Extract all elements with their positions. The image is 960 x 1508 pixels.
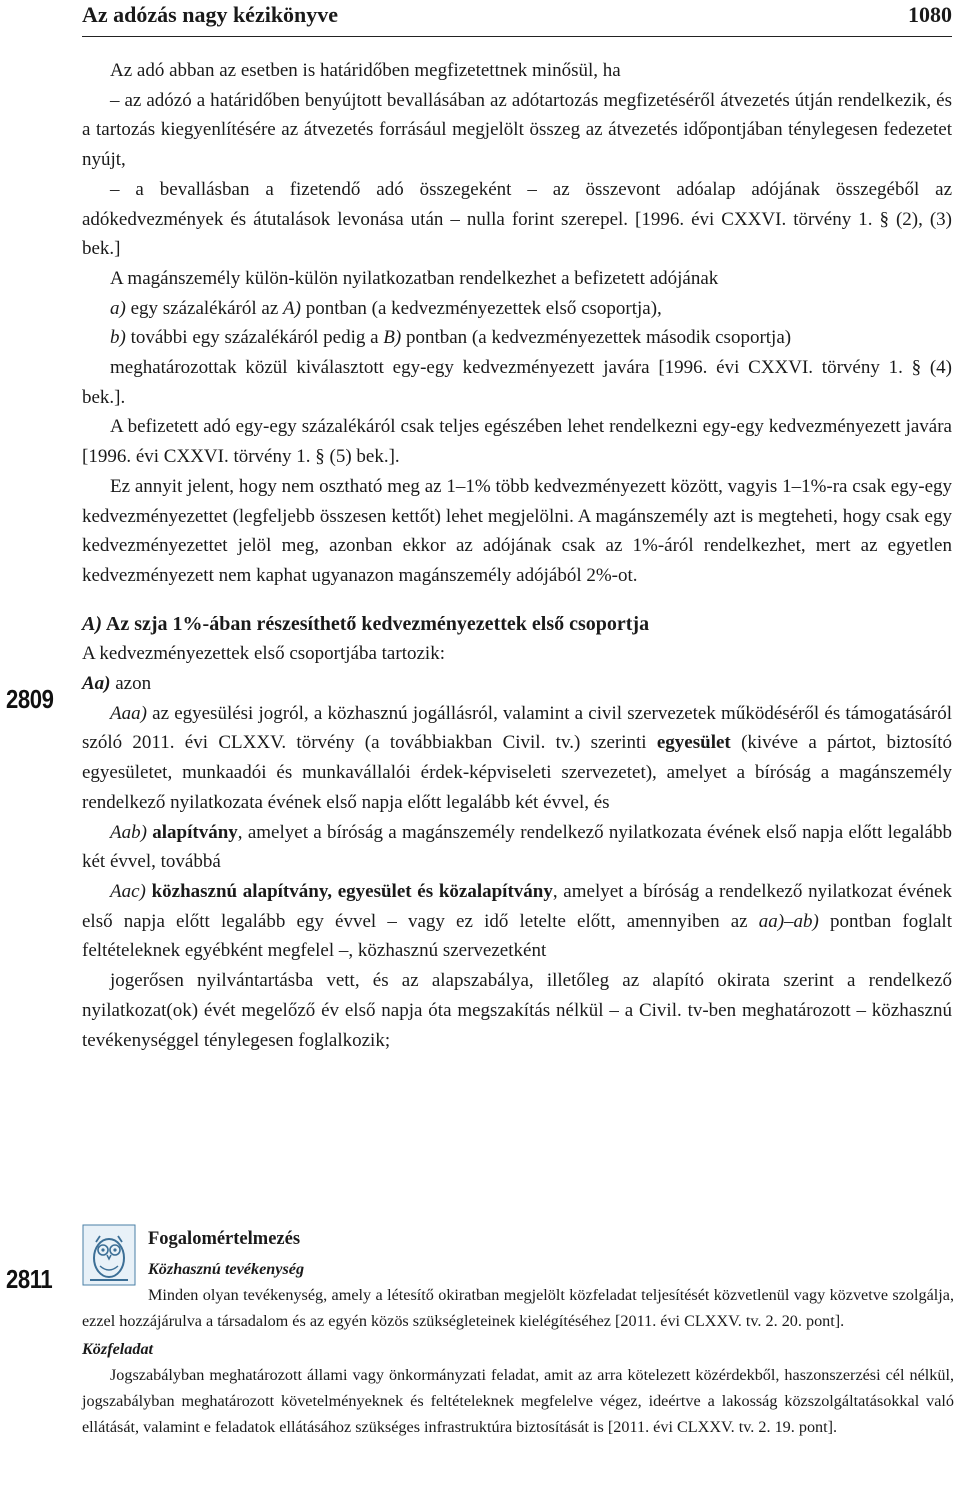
text: az egyesülési jogról, a közhasznú jogállásról, valamint a civil szervezetek működéséről és támogatásáról szóló 2011. évi CLXXV. törvény (a továbbiakban Civil. tv.) szerinti (82, 702, 952, 754)
paragraph: Ez annyit jelent, hogy nem osztható meg az 1–1% több kedvezményezett között, vagyis 1–1%-ra csak egy-egy kedvezményezettet (legfeljebb összesen kettőt) lehet megjelölni. A magánszemély azt is megteheti, hogy csak egy kedvezményezettet jelöl meg, azonban ekkor az adójának csak az 1%-áról rendelkezhet, mert az egyetlen kedvezményezett nem kaphat ugyanazon magánszemély adójából 2%-ot. (82, 475, 952, 586)
paragraph: jogerősen nyilvántartásba vett, és az alapszabálya, illetőleg az alapító okirata szerint a rendelkező nyilatkozat(ok) évét megelőző év első napja óta megszakítás nélkül – a Civil. tv-ben meghatározott – közhasznú tevékenységgel ténylegesen foglalkozik; (82, 970, 952, 1051)
definition-box (82, 1222, 954, 1440)
main-text (82, 56, 952, 1055)
text: pontban foglalt feltételeknek egyébként megfelel –, közhasznú szervezetként (82, 910, 952, 962)
section-heading (82, 604, 952, 640)
bold-term: egyesület (656, 732, 731, 754)
text: azon (110, 673, 152, 695)
paragraph: A magánszemély külön-külön nyilatkozatban rendelkezhet a befizetett adójának (110, 267, 719, 289)
text: egy százalékáról az (125, 297, 284, 319)
paragraph (82, 294, 952, 324)
definition-term: Közfeladat (82, 1340, 154, 1358)
text: , amelyet a bíróság a rendelkező nyilatkozat évének első napja előtt legalább egy évvel – vagy ez idő letelte előtt, amennyiben az (82, 880, 952, 932)
label: Aac) (110, 880, 146, 902)
book-title: Az adózás nagy kézikönyve (82, 2, 339, 27)
definition-term: Közhasznú tevékenység (148, 1260, 305, 1278)
paragraph: – a bevallásban a fizetendő adó összegeként – az összevont adóalap adójának összegéből az adókedvezmények és átutalások levonása után – nulla forint szerepel. [1996. évi CXXVI. törvény 1. § (2), (3) bek.] (82, 178, 952, 260)
paragraph: – az adózó a határidőben benyújtott bevallásában az adótartozás megfizetéséről átvezetés útján rendelkezik, és a tartozás kiegyenlítésére az átvezetés forrásául megjelölt összeg az átvezetés időpontjában ténylegesen fedezetet nyújt, (82, 89, 952, 171)
paragraph (82, 323, 952, 353)
paragraph (82, 699, 952, 818)
bold-term: alapítvány (146, 821, 238, 843)
paragraph: meghatározottak közül kiválasztott egy-egy kedvezményezett javára [1996. évi CXXVI. törvény 1. § (4) bek.]. (82, 357, 952, 408)
text: további egy százalékáról pedig a (125, 327, 384, 349)
section-heading-text: Az szja 1%-ában részesíthető kedvezményezettek első csoportja (102, 612, 650, 635)
text: pontban (a kedvezményezettek első csoportja), (300, 297, 662, 319)
paragraph (82, 669, 952, 699)
label: B) (383, 327, 402, 349)
margin-number-2809: 2809 (6, 684, 54, 714)
paragraph: Az adó abban az esetben is határidőben megfizetettnek minősül, ha (110, 60, 621, 81)
label: A) (283, 297, 301, 319)
margin-number-2811: 2811 (6, 1264, 53, 1294)
label: Aaa) (110, 702, 147, 724)
label: b) (110, 327, 126, 349)
text: (kivéve a pártot, biztosító egyesületet, munkaadói és munkavállalói érdek-képviseleti szervezetet), amelyet a bíróság a magánszemély rendelkező nyilatkozata évének első napja előtt legalább két évvel, és (82, 732, 952, 813)
definition-text: Jogszabályban meghatározott állami vagy önkormányzati feladat, amit az arra kötelezett közérdekből, haszonszerzési cél nélkül, jogszabályban meghatározott követelményeknek és feltételeknek megfelelve végez, ideértve a lakosság közszolgáltatásokkal való ellátását, valamint e feladatok ellátásához szükséges infrastruktúra biztosítását is [2011. évi CLXXV. tv. 2. 19. pont]. (82, 1366, 954, 1436)
label: a) (110, 297, 126, 319)
section-label: A) (82, 612, 102, 635)
definition-box-title: Fogalomértelmezés (148, 1229, 301, 1249)
label: Aab) (110, 821, 147, 843)
bold-term: közhasznú alapítvány, egyesület és közalapítvány (145, 880, 553, 902)
page-number: 1080 (908, 2, 952, 27)
definition-text-content: Minden olyan tevékenység, amely a létesítő okiratban megjelölt közfeladat teljesítését közvetlenül vagy közvetve szolgálja, ezzel hozzájárulva a társadalom és az egyén közös szükségleteinek kielégítéséhez [2011. évi CLXXV. tv. 2. 20. pont]. (82, 1286, 954, 1330)
definition-text (82, 1282, 954, 1334)
page-header (82, 0, 952, 37)
text: pontban (a kedvezményezettek második csoportja) (401, 327, 792, 349)
paragraph: A kedvezményezettek első csoportjába tartozik: (82, 643, 445, 665)
label: Aa) (82, 673, 111, 695)
paragraph (82, 877, 952, 966)
text: , amelyet a bíróság a magánszemély rendelkező nyilatkozata évének első napja előtt legalább két évvel, továbbá (82, 821, 952, 873)
paragraph: A befizetett adó egy-egy százalékáról csak teljes egészében lehet rendelkezni egy-egy kedvezményezett javára [1996. évi CXXVI. törvény 1. § (5) bek.]. (82, 416, 952, 468)
paragraph (82, 818, 952, 877)
reference: aa)–ab) (758, 910, 819, 932)
